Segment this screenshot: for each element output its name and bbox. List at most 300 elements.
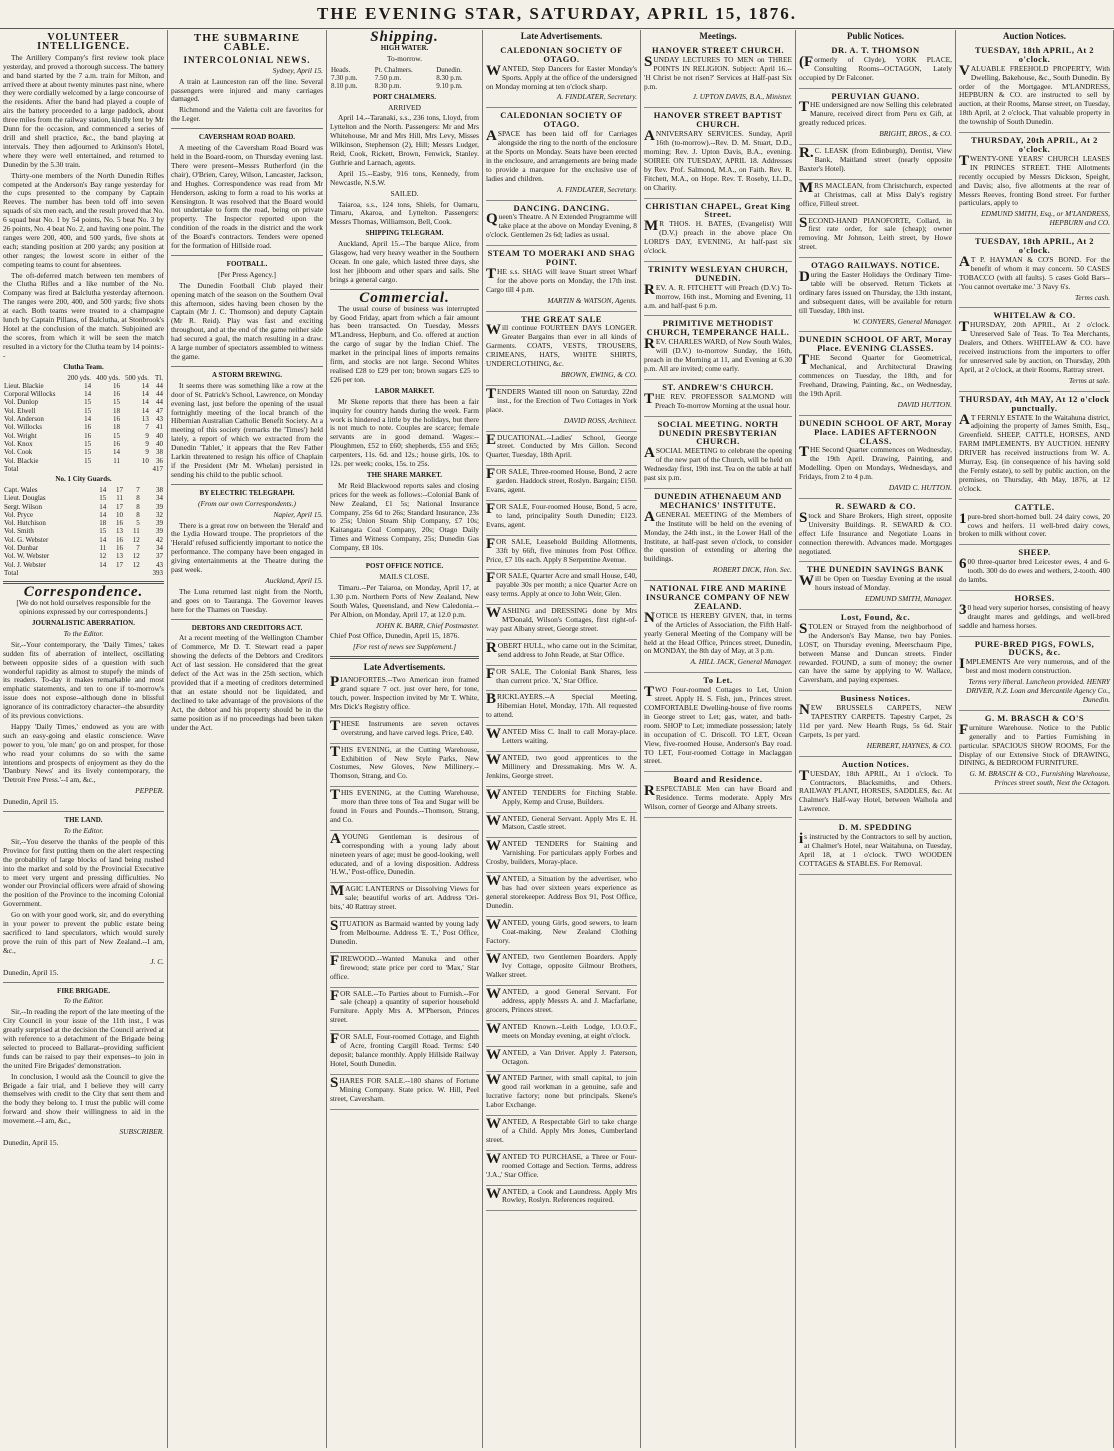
- score-cell: 38: [156, 448, 163, 457]
- advertisement-title: PRIMITIVE METHODIST CHURCH, TEMPERANCE HALL.: [646, 318, 790, 338]
- advertisement-text: SECOND-HAND PIANOFORTE, Collard, in first rate order, for sale (cheap); owner removing. Mr Johnson, Leith street, by Howe street.: [799, 214, 952, 252]
- score-cell: 34: [156, 494, 163, 503]
- advertisement-signature: A. FINDLATER, Secretary.: [556, 184, 637, 194]
- advertisement: [959, 500, 1110, 546]
- dateline: Napier, April 15.: [273, 509, 323, 519]
- score-cell: 12: [132, 560, 140, 569]
- advertisement-title: Auction Notices.: [841, 758, 910, 769]
- advertisement-text: THE s.s. SHAG will leave Stuart street Wharf for the above ports on Monday, the 17th inst. Cargo till 4 p.m.: [486, 265, 637, 294]
- advertisement: [486, 432, 637, 467]
- advertisement: [330, 918, 479, 953]
- tide-day: To-morrow.: [387, 53, 422, 63]
- score-cell: 32: [156, 510, 163, 519]
- advertisement: [959, 43, 1110, 133]
- score-cell: 43: [156, 415, 163, 424]
- advertisement-signature: DAVID HUTTON.: [897, 399, 952, 409]
- score-cell: 18: [99, 519, 107, 528]
- article-paragraph: The Luna returned last night from the North, and goes on to Tauranga. The Governor leaves here for the Thames on Tuesday.: [171, 586, 323, 614]
- advertisement-title: CHRISTIAN CHAPEL, Great King Street.: [645, 200, 791, 220]
- score-header-row: 200 yds. 400 yds. 500 yds. Tl.: [67, 373, 163, 382]
- score-row: [3, 544, 164, 552]
- score-cell: 16: [84, 423, 92, 432]
- score-cell: 14: [99, 502, 107, 511]
- advertisement: [799, 145, 952, 180]
- advertisement: [486, 752, 637, 787]
- advertisement: [486, 917, 637, 952]
- notice-paragraph: Timaru.--Per Taiaroa, on Monday, April 17, at 1.30 p.m. Northern Ports of New Zealand, New South Wales, Queensland, and New Caledonia.--Per Albion, on Monday, April 17, at 12.0 p.m.: [330, 582, 479, 619]
- letter-paragraph: Go on with your good work, sir, and do everything in your power to prevent the public estate being sacrificed to land speculators, which would surely prove the ruin of this part of New Zealand.--I am, &c.,: [3, 910, 164, 955]
- advertisement: [486, 787, 637, 813]
- article-paragraph: The oft-deferred match between ten members of the Clutha Rifles and a like number of the No. Company was fired at Balclutha yesterday afternoon. The ranges were 200, 400, and 500 yards; five shots at each. Both teams were treated to a champagne lunch by Captain Pillans, of Balclutha, at Stonbrook's Hotel at the conclusion of the match. Subjoined are the scores, from which it will be seen the match resulted in a victory for the Clutha team by 14 points:--: [3, 270, 164, 360]
- score-cell: 11: [113, 456, 120, 465]
- section-title: LABOR MARKET.: [374, 386, 435, 395]
- advertisement-text: RESPECTABLE Men can have Board and Residence. Terms moderate. Apply Mrs Wilson, corner of George and Albany streets.: [644, 783, 792, 812]
- column-2: [168, 30, 327, 1448]
- score-cell: 15: [99, 494, 107, 503]
- score-row: [3, 432, 164, 440]
- score-row: [3, 448, 164, 456]
- advertisement-text: THE REV. PROFESSOR SALMOND will Preach To-morrow Morning at the usual hour.: [644, 390, 792, 410]
- advertisement-text: THE undersigned are now Selling this celebrated Manure, received direct from Peru ex Gift, at greatly reduced prices.: [799, 99, 952, 128]
- advertisement-text: During the Easter Holidays the Ordinary Time-table will be observed. Return Tickets at ordinary fares issued on Thursday, the 13th instant, and subsequent dates, will be available for return till Tuesday, 18th inst.: [799, 269, 952, 315]
- advertisement: [486, 1021, 637, 1047]
- score-cell: 14: [99, 510, 107, 519]
- advertisement-text: MAGIC LANTERNS or Dissolving Views for sale; beautiful works of art. Address 'Ori-bits,' 40 Rattray street.: [330, 883, 479, 912]
- score-cell: 8: [136, 510, 140, 519]
- dateline: Sydney, April 15.: [272, 65, 323, 75]
- advertisement-text: FOR SALE, Three-roomed House, Bond, 2 acre garden. Haddock street, Roslyn. Bargain; £150. Evans, agent.: [486, 466, 637, 495]
- advertisement-text: FOR SALE, Quarter Acre and small House, £40, payable 30s per month; a nice Quarter Acre on easy terms. Apply at once to John Weir, Glen.: [486, 570, 637, 599]
- team2-title: No. 1 City Guards.: [55, 475, 112, 484]
- advertisement: [486, 605, 637, 640]
- team1-title: Clutha Team.: [63, 362, 104, 371]
- score-cell: 13: [116, 552, 123, 561]
- shipping-paragraph: April 15.--Easby, 916 tons, Kennedy, from Newcastle, N.S.W.: [330, 168, 479, 187]
- volunteer-name: Vol. Knox: [4, 439, 33, 448]
- advertisement: [486, 466, 637, 501]
- article-paragraph: Thirty-one members of the North Dunedin Rifles competed at the Anderson's Bay range yesterday for the cups presented to the company by Captain Reeves. The number has been told off into seven squads of six men each, and the result proved that No. 6 squad beat No. 1 by 54 points, No. 5 beat No. 3 by 26 points, No. 4 beat No. 2, and having one point. The ranges were 200, 400, and 500 yards, five shots at each; standing position at 200 yards; any position at other ranges; the lowest score in either of the competing teams to count for absentees.: [3, 170, 164, 269]
- advertisement: [486, 838, 637, 873]
- volunteer-name: Vol. G. Webster: [4, 535, 49, 544]
- volunteer-name: Vol. Wright: [4, 431, 37, 440]
- commercial-paragraph: Mr Skene reports that there has been a fair inquiry for country hands during the week. Farm work is hindered a little by the holidays, but there is not much to note. Couples are scarce; female servants are in good demand. Wages:--Ploughmen, £52 to £60; shepherds, £55 and £65; carpenters, 11s. 6d. and 12s.; house girls, 10s. to 12s. per week; cooks, 15s. to 25s.: [330, 396, 479, 469]
- advertisement: [330, 883, 479, 918]
- score-cell: 36: [156, 456, 163, 465]
- advertisement-title: DANCING. DANCING.: [513, 202, 610, 213]
- article-paragraph: The Artillery Company's first review took place yesterday, and proved a thorough success. The battery and band started by the 7 a.m. train for Milton, and arrived there at about twenty minutes past nine, where they were cordially welcomed by a large concourse of the residents. After the band had played a couple of airs the battery proceeded to a large paddock, about three miles from the railway station, kindly lent by Mr Dunn for the occasion, and commenced a series of drill and shell practice, &c., the band playing at intervals. They then adjourned to Atkinson's Hotel, where they were well entertained, and returned to Dunedin by the 5.30 train.: [3, 52, 164, 169]
- advertisement-text: WANTED, a Van Driver. Apply J. Paterson, Octagon.: [486, 1046, 637, 1066]
- mails-label: MAILS CLOSE.: [379, 572, 430, 582]
- advertisement-title: OTAGO RAILWAYS. NOTICE.: [811, 260, 940, 271]
- intercolonial-subheading: INTERCOLONIAL NEWS.: [183, 54, 311, 65]
- advertisement-text: WANTED TENDERS for Staining and Varnishing. For particulars apply Forbes and Crosby, builders, Moray-place.: [486, 838, 637, 867]
- score-cell: 40: [156, 431, 163, 440]
- advertisement-signature: J. UPTON DAVIS, B.A., Minister.: [692, 92, 792, 102]
- shipping-paragraph: Taiaroa, s.s., 124 tons, Shiels, for Oamaru, Timaru, Akaroa, and Lyttelton. Passengers: Messrs Thomas, Williamson, Bell, Cook.: [330, 199, 479, 227]
- section-title: THE SHARE MARKET.: [366, 470, 443, 479]
- advertisement-text: AT P. HAYMAN & CO'S BOND. For the benefit of whom it may concern. 50 CASES TOBACCO (with all faults). 5 cases Gold Bars--'You cannot overtake me.' 3 Navy 6's.: [959, 253, 1110, 291]
- advertisement: [799, 180, 952, 215]
- score-cell: 13: [141, 415, 149, 424]
- score-row: [3, 457, 164, 465]
- late-ads-heading: Late Advertisements.: [520, 31, 603, 41]
- advertisement: [486, 1047, 637, 1073]
- advertisement-text: FOR SALE, Leasehold Building Allotments, 33ft by 66ft, five minutes from Post Office. Price, £7 10s each. Apply 8 Serpentine Avenue.: [486, 535, 637, 564]
- commercial-paragraph: Mr Reid Blackwood reports sales and closing prices for the week as follows:--Colonial Bank of New Zealand, £1 5s; National Insurance Company, 25s 6d to 26s; Standard Insurance, 23s to 25s; Union Steam Ship Company, £7 10s; Kaitangata Coal Company, 20s; Otago Daily Times and Witness Company, 25s; Dunedin Gas Company, £8 10s.: [330, 480, 479, 553]
- advertisement: [959, 133, 1110, 234]
- advertisement-text: THE Second Quarter commences on Wednesday, the 19th April. Drawing, Painting, and Modelling. Open on Mondays, Wednesdays, and Fridays, from 2 to 4 p.m.: [799, 444, 952, 482]
- score-cell: 11: [116, 494, 123, 503]
- divider: [171, 366, 323, 367]
- score-row: [3, 519, 164, 527]
- score-cell: 34: [156, 544, 163, 553]
- score-cell: 44: [156, 381, 163, 390]
- score-cell: 9: [145, 448, 149, 457]
- advertisement-text: WANTED TO PURCHASE, a Three or Four-roomed Cottage and Section. Terms, address 'J.A.,' Star Office.: [486, 1150, 637, 1179]
- advertisement-title: PERUVIAN GUANO.: [831, 90, 920, 101]
- advertisement: [959, 545, 1110, 591]
- advertisement-text: SHARES FOR SALE.--180 shares of Fortune Mining Company. State price. W. Hill, Peel street, Caversham.: [330, 1074, 479, 1103]
- advertisement-title: Board and Residence.: [673, 774, 763, 785]
- letter-title: JOURNALISTIC ABERRATION.: [32, 618, 135, 627]
- correspondents-note: (From our own Correspondents.): [198, 498, 296, 508]
- tide-table: Heads. Pt. Chalmers. Dunedin. 7.30 p.m. 7.50 p.m. 8.30 p.m. 8.10 p.m. 8.30 p.m. 9.10 p.m.: [331, 65, 463, 91]
- volunteer-name: Vol. J. Webster: [4, 560, 46, 569]
- volunteer-name: Sergt. Wilson: [4, 502, 42, 511]
- score-cell: 18: [112, 423, 120, 432]
- score-cell: 14: [141, 381, 149, 390]
- correspondence-heading: Correspondence.: [23, 584, 144, 601]
- divider: [171, 619, 323, 620]
- volunteer-name: Vol. Dunbar: [4, 544, 39, 553]
- advertisement-signature: EDMUND SMITH, Manager.: [864, 594, 952, 604]
- advertisement: [959, 392, 1110, 500]
- advertisement-title: THURSDAY, 20th APRIL, At 2 o'clock.: [971, 135, 1098, 154]
- advertisement-text: FOR SALE, Four-roomed Cottage, and Eighth of Acre, fronting Cargill Road. Terms: £40 deposit; balance monthly. Apply Hillside Railway Hotel, South Dunedin.: [330, 1031, 479, 1068]
- commercial-paragraph: The usual course of business was interrupted by Good Friday, apart from which a fair amount has been transacted. On Tuesday, Messrs M'Landress, Hepburn, and Co. offered at auction the cargo of sugar by the Indian Chief. The market in the principal lines of imports remains firm, and stocks are not large. Second Whites realised £28 to £29 per ton; brown sugars £25 to £26 per ton.: [330, 303, 479, 384]
- masthead: [0, 0, 1114, 29]
- advertisement: [330, 953, 479, 988]
- advertisement-signature: W. CONYERS, General Manager.: [852, 316, 952, 326]
- meetings-heading: Meetings.: [699, 31, 737, 41]
- advertisement-text: 1pure-bred short-horned bull. 24 dairy cows, 20 cows and heifers. 11 well-bred dairy cows, broken to milk without cover.: [959, 510, 1110, 539]
- score-cell: 39: [156, 502, 163, 511]
- score-cell: 15: [84, 439, 92, 448]
- advertisement-title: TUESDAY, 18th APRIL, At 2 o'clock.: [974, 236, 1095, 256]
- advertisement: [644, 417, 792, 489]
- advertisement-text: TENDERS Wanted till noon on Saturday, 22nd inst., for the Erection of Two Cottages in York place.: [486, 385, 637, 414]
- score-cell: 16: [116, 519, 123, 528]
- score-table-clutha: [3, 374, 164, 474]
- advertisement: [486, 813, 637, 839]
- advertisement-text: NEW BRUSSELS CARPETS, NEW TAPESTRY CARPETS. Tapestry Carpet, 2s 11d per yard. New Hearth Rugs, 5s 6d. Stair Carpets, 1s per yard.: [799, 702, 952, 739]
- advertisement-signature: A. HILL JACK, General Manager.: [690, 657, 792, 667]
- score-cell: 44: [156, 398, 163, 407]
- score-cell: 16: [112, 415, 120, 424]
- section-title: DEBTORS AND CREDITORS ACT.: [191, 623, 303, 632]
- letter-paragraph: Happy 'Daily Times,' endowed as you are with such an easy-going and elastic conscience. Wave power to you, 'ole man;' go on and prosper, for those who read your columns do so with the same intentions and prospects of enjoyment as they do the 'Danbury News' and its lively contemporary, the 'Detroit Free Press.'--I am, &c.,: [3, 721, 164, 785]
- advertisement-text: AT FERNLY ESTATE In the Waitahuna district, adjoining the property of James Smith, Esq., Greenfield. SHEEP, CATTLE, HORSES, AND FARM IMPLEMENTS. BY AUCTION. HENRY DRIVER has received instructions from W. A. Murray, Esq. (in consequence of his having sold the Fernly estate), to sell by public auction, on the premises, on Thursday, 4th May, 1876, at 12 o'clock.: [959, 411, 1110, 493]
- score-row: [3, 423, 164, 431]
- score-row: [3, 407, 164, 415]
- advertisement-text: ASOCIAL MEETING to celebrate the opening of the new part of the Church, will be held on Wednesday first, 19th inst. Tea on the table at half past six p.m.: [644, 445, 792, 483]
- advertisement-text: EDUCATIONAL.--Ladies' School, George street. Conducted by Mrs Gillon. Second Quarter, Tuesday, 18th April.: [486, 431, 637, 460]
- advertisement: [330, 674, 479, 718]
- advertisement-text: WANTED, two Gentlemen Boarders. Apply Ivy Cottage, opposite Gilmour Brothers, Walker street.: [486, 951, 637, 980]
- advertisement: [644, 772, 792, 818]
- volunteer-name: Vol. W. Webster: [4, 552, 50, 561]
- divider: [3, 982, 164, 983]
- advertisement-signature: EDMUND SMITH, Esq., or M'LANDRESS, HEPBURN and CO.: [981, 209, 1110, 228]
- score-total-row: Total 417: [4, 464, 163, 473]
- score-row: [3, 398, 164, 406]
- advertisement-title: TUESDAY, 18th APRIL, At 2 o'clock.: [974, 44, 1095, 64]
- volunteer-name: Vol. Pryce: [4, 510, 34, 519]
- advertisement-text: FOR SALE, The Colonial Bank Shares, less than current price. 'X,' Star Office.: [486, 665, 637, 685]
- score-cell: 43: [156, 560, 163, 569]
- advertisement: [644, 108, 792, 198]
- advertisement-text: ASPACE has been laid off for Carriages alongside the ring to the north of the enclosure at the Sports on Monday. Seats have been erected in the enclosure, and arrangements are being made to provide a marquee for the exclusive use of ladies and children.: [486, 128, 637, 183]
- advertisement-title: DUNEDIN SCHOOL OF ART, Moray Place. EVENING CLASSES.: [799, 334, 952, 354]
- advertisement-text: WANTED, General Servant. Apply Mrs E. H. Matson, Castle street.: [486, 812, 637, 832]
- advertisement: [486, 312, 637, 386]
- score-cell: 14: [84, 390, 92, 399]
- advertisement-signature: ROBERT DICK, Hon. Sec.: [712, 565, 792, 575]
- score-row: [3, 486, 164, 494]
- score-cell: 9: [145, 439, 149, 448]
- advertisement: [486, 201, 637, 247]
- score-row: [3, 527, 164, 535]
- advertisement: [799, 416, 952, 499]
- advertisement-text: WANTED, a Situation by the advertiser, who has had over sixteen years experience as general storekeeper. Address Box 91, Post Office, Dunedin.: [486, 873, 637, 910]
- advertisement-signature: BROWN, EWING, & CO.: [561, 370, 637, 379]
- advertisement-title: To Let.: [703, 675, 733, 686]
- advertisement: [330, 1075, 479, 1110]
- advertisement: [330, 787, 479, 831]
- advertisement-title: PURE-BRED PIGS, FOWLS, DUCKS, &c.: [974, 638, 1095, 658]
- advertisement: [330, 718, 479, 744]
- advertisement-title: G. M. BRASCH & CO'S: [984, 712, 1085, 723]
- score-cell: 7: [145, 423, 149, 432]
- article-paragraph: The Dunedin Football Club played their opening match of the season on the Southern Oval this afternoon, sides having been chosen by the Captain (Mr J. C. Thomson) and deputy Captain (Mr R. Reid). Play was fast and exciting throughout, and at the end of the game neither side had secured a goal, the match resulting in a draw. A large number of spectators assembled to witness the game.: [171, 280, 323, 361]
- advertisement: [644, 262, 792, 317]
- advertisement-signature: MARTIN & WATSON, Agents.: [547, 295, 637, 305]
- advertisement-text: STOLEN or Strayed from the neighborhood of the Anderson's Bay Manse, two bay Ponies. LOST, on Thursday evening, Meerschaum Pipe, between Manse and Duncan streets. Finder rewarded. FOUND, a sum of money; the owner can have the same by applying to W. Wallace, Caversham, and paying expenses.: [799, 620, 952, 685]
- score-cell: 8: [136, 502, 140, 511]
- advertisement-text: ANNIVERSARY SERVICES. Sunday, April 16th (to-morrow).--Rev. D. M. Stuart, D.D., morning; Rev. J. Upton Davis, B.A., evening. SOIREE ON TUESDAY, APRIL 18. Addresses by Rev. Prof. Salmond, M.A., on Faith. Rev. R. Fitchett, M.A., on Hope. Rev. T. Roseby, LL.D., on Charity.: [644, 128, 792, 192]
- divider: [3, 811, 164, 812]
- advertisement: [486, 726, 637, 752]
- advertisement-title: THE GREAT SALE: [521, 313, 602, 324]
- advertisement: [644, 581, 792, 673]
- score-row: [3, 494, 164, 502]
- section-title: POST OFFICE NOTICE.: [365, 562, 444, 571]
- advertisement-text: 30 head very superior horses, consisting of heavy draught mares and geldings, and well-bred saddle and harness horses.: [959, 601, 1110, 630]
- volunteer-name: Vol. Elwell: [4, 406, 36, 415]
- advertisement-title: Business Notices.: [840, 693, 911, 704]
- advertisement: [486, 986, 637, 1021]
- shipping-paragraph: Auckland, April 15.--The barque Alice, from Glasgow, had very heavy weather in the Southern Ocean. In one gale, which lasted three days, she lost her jibboom and other spars and sails. She brings a general cargo.: [330, 239, 479, 284]
- column-3: [327, 30, 483, 1448]
- score-cell: 15: [99, 527, 107, 536]
- advertisement-title: THE DUNEDIN SAVINGS BANK: [806, 564, 945, 575]
- advertisement-title: ST. ANDREW'S CHURCH.: [662, 381, 774, 392]
- advertisement: [959, 591, 1110, 637]
- advertisement: [644, 43, 792, 108]
- advertisement-title: SHEEP.: [1018, 547, 1051, 558]
- advertisement-signature: DAVID ROSS, Architect.: [563, 415, 637, 425]
- score-row: [3, 390, 164, 398]
- score-cell: 14: [99, 486, 107, 494]
- advertisement-text: AYOUNG Gentleman is desirous of corresponding with a young lady about nineteen years of age; must be good-looking, well educated, and of a loving disposition. Address 'H.W.,' Post-office, Dunedin.: [330, 830, 479, 877]
- advertisement-text: WANTED Miss C. Inall to call Moray-place. Letters waiting.: [486, 726, 637, 746]
- advertisement: [486, 246, 637, 311]
- score-cell: 8: [136, 494, 140, 503]
- advertisement: [644, 673, 792, 772]
- letter-salutation: To the Editor.: [63, 996, 104, 1006]
- advertisement-signature: Terms at sale.: [1069, 375, 1110, 385]
- advertisement-title: WHITELAW & CO.: [993, 310, 1076, 321]
- advertisement: [959, 711, 1110, 794]
- letter-date: Dunedin, April 15.: [3, 1138, 59, 1148]
- volunteer-name: Vol. Anderson: [4, 415, 44, 424]
- advertisement-text: Queen's Theatre. A N Extended Programme will take place at the above on Monday Evening, 8 o'clock. Gentlemen 2s 6d; ladies as usual.: [486, 211, 637, 240]
- advertisement: [330, 831, 479, 884]
- letter-paragraph: In conclusion, I would ask the Council to give the Brigade a fair trial, and I believe they will carry themselves with credit to the City that sent them and the body they belong to. I trust the public will come forward and show their willingness to aid in the movement.--I am, &c.,: [3, 1071, 164, 1126]
- advertisement-text: REV. A. R. FITCHETT will Preach (D.V.) To-morrow, 16th inst., Morning and Evening, 11 a.m. and half-past 6 p.m.: [644, 281, 792, 310]
- score-table-city-guards: [3, 486, 164, 577]
- score-cell: 44: [156, 390, 163, 399]
- score-cell: 12: [99, 552, 107, 561]
- letter-salutation: To the Editor.: [63, 628, 104, 638]
- advertisement: [959, 308, 1110, 391]
- score-cell: 14: [84, 381, 92, 390]
- advertisement: [959, 234, 1110, 308]
- advertisement-text: is instructed by the Contractors to sell by auction, at Chalmer's Hotel, near Waitahuna, on Tuesday, April 18, at 1 o'clock. TWO WOODEN COTTAGES & STABLES. For Removal.: [799, 831, 952, 868]
- advertisement: [799, 332, 952, 415]
- advertisement-text: VALUABLE FREEHOLD PROPERTY, With Dwelling, Bakehouse, &c., South Dunedin. By order of the Mortgagee. M'LANDRESS, HEPBURN & CO. are instructed to sell by auction, at their Rooms, Manse street, on Tuesday, 18th April, at 2 o'clock, That valuable property in the township of South Dunedin.: [959, 62, 1110, 127]
- advertisement-title: STEAM TO MOERAKI AND SHAG POINT.: [487, 248, 636, 268]
- advertisement: [799, 562, 952, 610]
- advertisement-text: Will continue FOURTEEN DAYS LONGER. Greater Bargains than ever in all kinds of Garments. COATS, VESTS, TROUSERS, CRIMEANS, HATS, WHITE SHIRTS, UNDERCLOTHING, &c.: [486, 322, 637, 369]
- volunteer-name: Lieut. Blackie: [4, 381, 44, 390]
- score-row: [3, 382, 164, 390]
- score-cell: 40: [156, 439, 163, 448]
- advertisement-title: DUNEDIN ATHENAEUM AND MECHANICS' INSTITUTE.: [654, 490, 782, 510]
- score-cell: 14: [99, 560, 107, 569]
- advertisement-text: WANTED TENDERS for Fitching Stable. Apply, Kemp and Cruse, Builders.: [486, 786, 637, 806]
- advertisement-text: Stock and Share Brokers, High street, opposite University Buildings. R. SEWARD & CO. effect Life Insurance and Negotiate Loans in connection therewith. Advances made. Mortgages negotiated.: [799, 509, 952, 556]
- advertisement-text: Will be Open on Tuesday Evening at the usual hours instead of Monday.: [799, 573, 952, 593]
- score-cell: 15: [112, 431, 120, 440]
- score-cell: 15: [84, 398, 92, 407]
- column-5: [641, 30, 796, 1448]
- score-cell: 12: [132, 535, 140, 544]
- score-cell: 10: [141, 456, 149, 465]
- advertisement: [799, 89, 952, 146]
- score-cell: 16: [112, 439, 120, 448]
- advertisement-text: R.C. LEASK (from Edinburgh), Dentist, View Bank, Maitland street (nearly opposite Baxter's Hotel).: [799, 145, 952, 173]
- article-paragraph: A meeting of the Caversham Road Board was held in the Board-room, on Thursday evening last. There were present--Messrs Rutherford (in the chair), O'Brien, Carey, Wilson, Lancaster, Jackson, and Hughes. Correspondence was read from Mr Henderson, asking to form a road to his works at Kensington. It was resolved that the Board would not undertake to form the road, being on private property. The Inspector reported upon the condition of the roads in the district and the work of the Board's contractors. Tenders were opened for the formation of Hillside road.: [171, 143, 323, 251]
- advertisement-text: THURSDAY, 20th APRIL, At 2 o'clock. Unreserved Sale of Teas. To Tea Merchants, Dealers, and Others. WHITELAW & CO. have received instructions from the importers to offer for unreserved sale by auction, on Thursday, 20th April, at 2 o'clock, at their Rooms, Rattray street.: [959, 319, 1110, 374]
- score-cell: 9: [145, 431, 149, 440]
- advertisement-title: DUNEDIN SCHOOL OF ART, Moray Place. LADIES AFTERNOON CLASS.: [799, 417, 952, 446]
- score-cell: 15: [84, 456, 92, 465]
- letter-date: Dunedin, April 15.: [3, 967, 59, 977]
- advertisement-signature: Terms cash.: [1074, 292, 1110, 302]
- advertisement-text: BRICKLAYERS.--A Special Meeting, Hibernian Hotel, Monday, 17th. All requested to attend.: [486, 691, 637, 720]
- advertisement-text: SITUATION as Barmaid wanted by young lady from Melbourne. Address 'E. T.,' Post Office, Dunedin.: [330, 918, 479, 946]
- advertisement-text: Furniture Warehouse. Notice to the Public generally and to Parties Furnishing in particular. SPACIOUS SHOW ROOMS, For the Display of our Extensive Stock of DRAWING, DINING, & BEDROOM FURNITURE.: [959, 721, 1110, 768]
- divider: [171, 255, 323, 256]
- advertisement-text: IMPLEMENTS Are very numerous, and of the best and most modern construction.: [959, 656, 1110, 676]
- article-paragraph: Richmond and the Valetta colt are favorites for the Leger.: [171, 105, 323, 124]
- advertisement: [799, 499, 952, 562]
- notice-place: Chief Post Office, Dunedin, April 15, 1876.: [330, 631, 460, 641]
- score-row: [3, 561, 164, 569]
- advertisement-signature: G. M. BRASCH & CO., Furnishing Warehouse, Princes street south, Next the Octagon.: [969, 769, 1110, 788]
- advertisement-text: (Formerly of Clyde), YORK PLACE, Consulting Rooms--OCTAGON, Lately occupied by Dr Falconer.: [799, 53, 952, 82]
- score-row: [3, 552, 164, 560]
- score-cell: 47: [156, 406, 163, 415]
- high-water-title: HIGH WATER.: [380, 43, 429, 52]
- advertisement-text: TWO Four-roomed Cottages to Let, Union street. Apply H. S. Fish, jun., Princes street. COMFORTABLE Dwelling-house of five rooms in George street to Let; gas, water, and bath-room. SHOP to Let; immediate possession; lately in occupation of C. Driscoll. TO LET, Ocean View, five-roomed House, Anderson's Bay road. TO LET, Four-roomed Cottage in Maclaggan street.: [644, 684, 792, 766]
- score-row: [3, 415, 164, 423]
- advertisement: [644, 199, 792, 262]
- score-cell: 15: [84, 448, 92, 457]
- advertisement-title: HANOVER STREET BAPTIST CHURCH.: [653, 110, 783, 130]
- advertisement: [486, 501, 637, 536]
- advertisement-text: WANTED Known.--Leith Lodge, I.O.O.F., meets on Monday evening, at eight o'clock.: [486, 1020, 637, 1040]
- column-6: [796, 30, 956, 1448]
- advertisement-signature: Terms very liberal. Luncheon provided. HENRY DRIVER, N.Z. Loan and Mercantile Agency Co., Dunedin.: [966, 677, 1110, 704]
- advertisement-signature: A. FINDLATER, Secretary.: [556, 92, 637, 102]
- score-cell: 18: [112, 406, 120, 415]
- advertisement-text: NOTICE IS HEREBY GIVEN, that, in terms of the Articles of Association, the Fifth Half-yearly General Meeting of the Company will be held at the Head Office, Princes street, Dunedin, on MONDAY, the 8th day of May, at 3 p.m.: [644, 609, 792, 656]
- advertisement-title: TRINITY WESLEYAN CHURCH, DUNEDIN.: [648, 263, 788, 283]
- score-cell: 14: [141, 398, 149, 407]
- advertisement-text: SUNDAY LECTURES TO MEN on THREE POINTS IN RELIGION. Subject: April 16.--'H Christ be not risen?' Services at Half-past Six p.m.: [644, 53, 792, 91]
- advertisement: [486, 640, 637, 666]
- score-cell: 16: [84, 431, 92, 440]
- newspaper-title: THE EVENING STAR, SATURDAY, APRIL 15, 1876.: [317, 4, 797, 23]
- advertisement-signature: HERBERT, HAYNES, & CO.: [866, 740, 952, 750]
- supplement-note: [For rest of news see Supplement.]: [352, 642, 457, 652]
- advertisement-title: NATIONAL FIRE AND MARINE INSURANCE COMPANY OF NEW ZEALAND.: [645, 583, 791, 611]
- score-row: [3, 536, 164, 544]
- advertisement-text: WANTED, a good General Servant. For address, apply Messrs A. and J. Macfarlane, grocers, Princes street.: [486, 986, 637, 1014]
- advertisement-text: MR THOS. H. BATES, (Evangelist) Will (D.V.) preach in the above place On LORD'S DAY, EVENING, At half-past six o'clock.: [644, 218, 792, 256]
- advertisement-text: 600 three-quarter bred Leicester ewes, 4 and 6-tooth. 300 do do ewes and wethers, 2-tooth. 400 do lambs.: [959, 556, 1110, 585]
- section-title: BY ELECTRIC TELEGRAPH.: [199, 488, 295, 497]
- advertisement-text: THIS EVENING, at the Cutting Warehouse, Exhibition of New Style Parks, New Costumes, New Gloves, New Millinery.--Thomson, Strang, and Co.: [330, 743, 479, 781]
- letter-signature: J. C.: [150, 956, 164, 966]
- advertisement-text: ROBERT HULL, who came out in the Scimitar, send address to John Reade, at Star Office.: [486, 639, 637, 659]
- volunteer-name: Vol. Willocks: [4, 423, 42, 432]
- advertisement-title: Lost, Found, &c.: [840, 612, 911, 623]
- public-notices-heading: Public Notices.: [847, 31, 904, 41]
- advertisement: [486, 873, 637, 917]
- advertisement-text: TWENTY-ONE YEARS' CHURCH LEASES IN PRINCES STREET. THE Allotments recently occupied by Messrs Dickson, Speight, and Davis; also, five allotments at the rear of Messrs Reeves, fronting Bond street. For further particulars, apply to: [959, 152, 1110, 208]
- advertisement-title: HORSES.: [1014, 592, 1055, 603]
- score-cell: 17: [116, 486, 123, 494]
- volunteer-name: Vol. Cook: [4, 448, 33, 457]
- advertisement-text: FOR SALE.--To Parties about to Furnish.--For sale (cheap) a quantity of superior household Furniture. Apply Mrs A. M'Pherson, Princes street.: [330, 987, 479, 1025]
- advertisement: [799, 258, 952, 332]
- advertisement: [486, 1116, 637, 1151]
- letter-date: Dunedin, April 15.: [3, 797, 59, 807]
- divider: [171, 484, 323, 485]
